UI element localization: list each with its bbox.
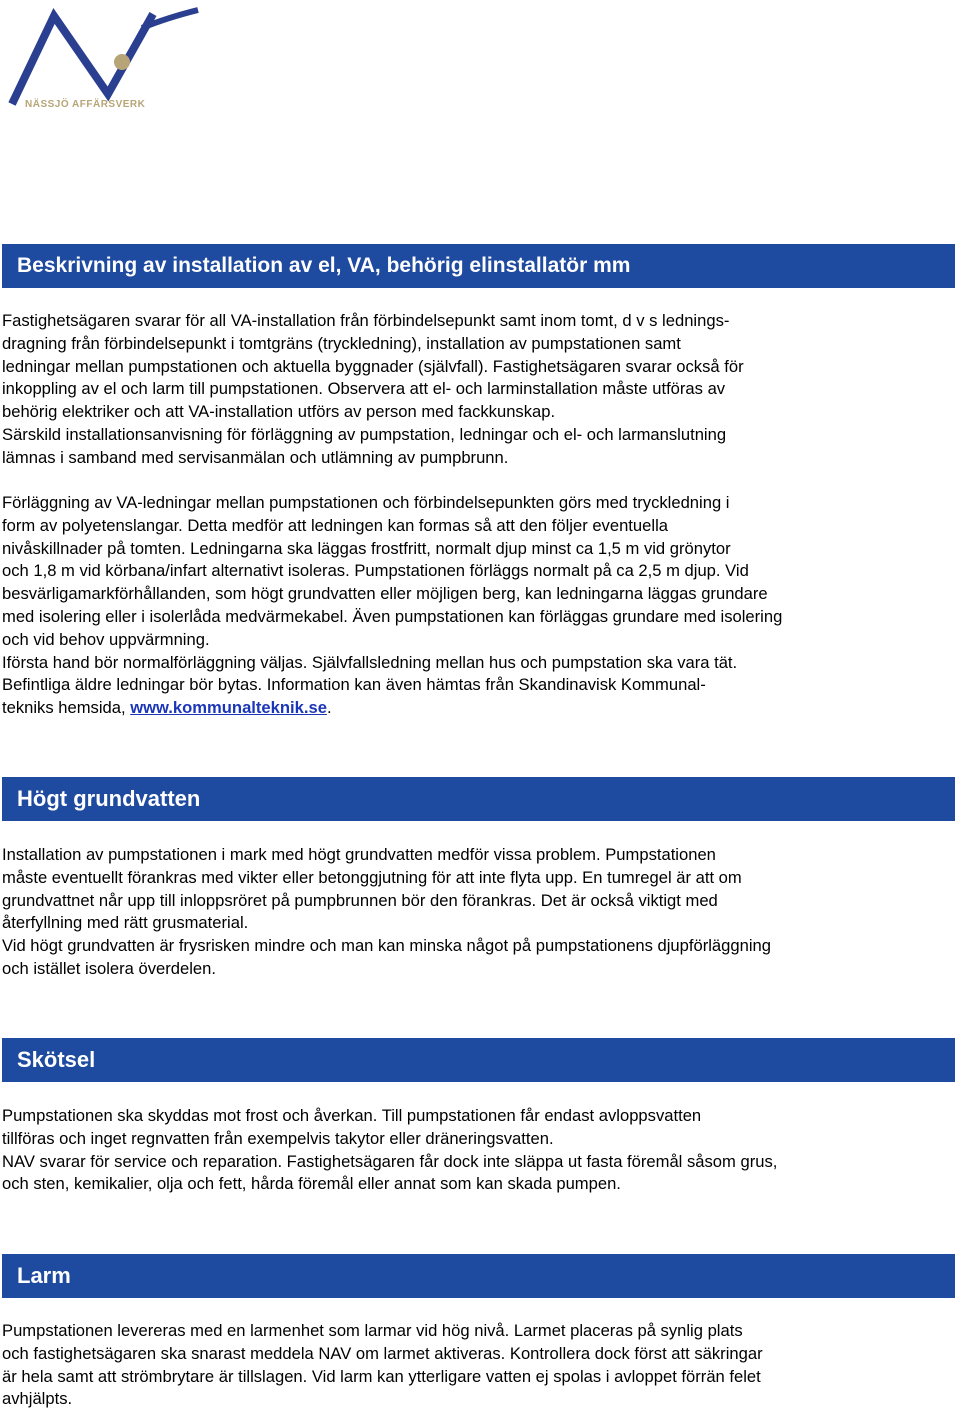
text-line: och 1,8 m vid körbana/infart alternativt isoleras. Pumpstationen förläggs normalt på ca 2,5 m djup. Vid: [2, 561, 749, 581]
text-line: lämnas i samband med servisanmälan och utlämning av pumpbrunn.: [2, 447, 509, 467]
text-line: Förläggning av VA-ledningar mellan pumpstationen och förbindelsepunkten görs med tryckledning i: [2, 493, 730, 512]
section-heading-text: Skötsel: [17, 1047, 96, 1072]
text-line: grundvattnet når upp till inloppsröret på pumpbrunnen bör den förankras. Det är också viktigt med: [2, 890, 718, 910]
text-line: Befintliga äldre ledningar bör bytas. Information kan även hämtas från Skandinavisk Kommunal-: [2, 675, 706, 695]
text-line: inkoppling av el och larm till pumpstationen. Observera att el- och larminstallation måste utföras av: [2, 379, 726, 399]
text-line: Fastighetsägaren svarar för all VA-installation från förbindelsepunkt samt inom tomt, d v s lednings-: [2, 311, 730, 330]
text-line: och sten, kemikalier, olja och fett, hårda föremål eller annat som kan skada pumpen.: [2, 1174, 621, 1194]
logo-caption: NÄSSJÖ AFFÄRSVERK: [25, 99, 146, 110]
text-line: måste eventuellt förankras med vikter eller betonggjutning för att inte flyta upp. En tumregel är att om: [2, 867, 742, 887]
text-line: avhjälpts.: [2, 1389, 73, 1409]
text-line: återfyllning med rätt grusmaterial.: [2, 913, 249, 933]
text-line: är hela samt att strömbrytare är tillslagen. Vid larm kan ytterligare vatten ej spolas i avloppet förrän felet: [2, 1366, 761, 1386]
paragraph-installation-2: [2, 492, 947, 720]
section-heading-installation: [2, 244, 955, 288]
text-line: tekniks hemsida,: [2, 698, 131, 718]
section-heading-text: Högt grundvatten: [17, 786, 201, 811]
text-line: ledningar mellan pumpstationen och aktuella byggnader (självfall). Fastighetsägaren svarar också för: [2, 356, 744, 376]
text-line: dragning från förbindelsepunkt i tomtgräns (tryckledning), installation av pumpstationen samt: [2, 333, 681, 353]
text-line: Vid högt grundvatten är frysrisken mindre och man kan minska något på pumpstationens djupförläggning: [2, 936, 771, 956]
nav-logo: [8, 6, 200, 116]
text-line: Särskild installationsanvisning för förläggning av pumpstation, ledningar och el- och larmanslutning: [2, 424, 727, 444]
paragraph-skotsel: [2, 1105, 947, 1196]
text-line: tillföras och inget regnvatten från exempelvis takytor eller dräneringsvatten.: [2, 1128, 554, 1148]
link-trailing-punctuation: .: [326, 698, 332, 718]
text-line: form av polyetenslangar. Detta medför att ledningen kan formas så att den följer eventuella: [2, 515, 668, 535]
text-line: NAV svarar för service och reparation. Fastighetsägaren får dock inte släppa ut fasta föremål såsom grus,: [2, 1151, 778, 1171]
kommunalteknik-link[interactable]: www.kommunalteknik.se: [130, 698, 327, 718]
text-line: och vid behov uppvärmning.: [2, 629, 210, 649]
section-heading-hogt-grundvatten: [2, 777, 955, 821]
paragraph-larm: [2, 1320, 947, 1411]
text-line: med isolering eller i isolerlåda medvärmekabel. Även pumpstationen kan förläggas grundare med isolering: [2, 606, 783, 626]
text-line: Pumpstationen ska skyddas mot frost och åverkan. Till pumpstationen får endast avloppsvatten: [2, 1106, 702, 1125]
text-line: behörig elektriker och att VA-installation utförs av person med fackkunskap.: [2, 402, 556, 422]
paragraph-grundvatten: [2, 844, 947, 981]
text-line: Pumpstationen levereras med en larmenhet som larmar vid hög nivå. Larmet placeras på synlig plats: [2, 1321, 743, 1340]
section-heading-text: Larm: [17, 1263, 71, 1288]
text-line: och istället isolera överdelen.: [2, 958, 216, 978]
paragraph-installation-1: [2, 310, 947, 470]
text-line: och fastighetsägaren ska snarast meddela NAV om larmet aktiveras. Kontrollera dock först att säkringar: [2, 1343, 763, 1363]
text-line: nivåskillnader på tomten. Ledningarna ska läggas frostfritt, normalt djup minst ca 1,5 m vid grönytor: [2, 538, 731, 558]
section-heading-text: Beskrivning av installation av el, VA, behörig elinstallatör mm: [17, 254, 631, 277]
text-line: Installation av pumpstationen i mark med högt grundvatten medför vissa problem. Pumpstationen: [2, 845, 716, 864]
section-heading-skotsel: [2, 1038, 955, 1082]
section-heading-larm: [2, 1254, 955, 1298]
text-line: Iförsta hand bör normalförläggning väljas. Självfallsledning mellan hus och pumpstation ska vara tät.: [2, 652, 738, 672]
text-line: besvärligamarkförhållanden, som högt grundvatten eller möjligen berg, kan ledningarna läggas grundare: [2, 584, 768, 604]
